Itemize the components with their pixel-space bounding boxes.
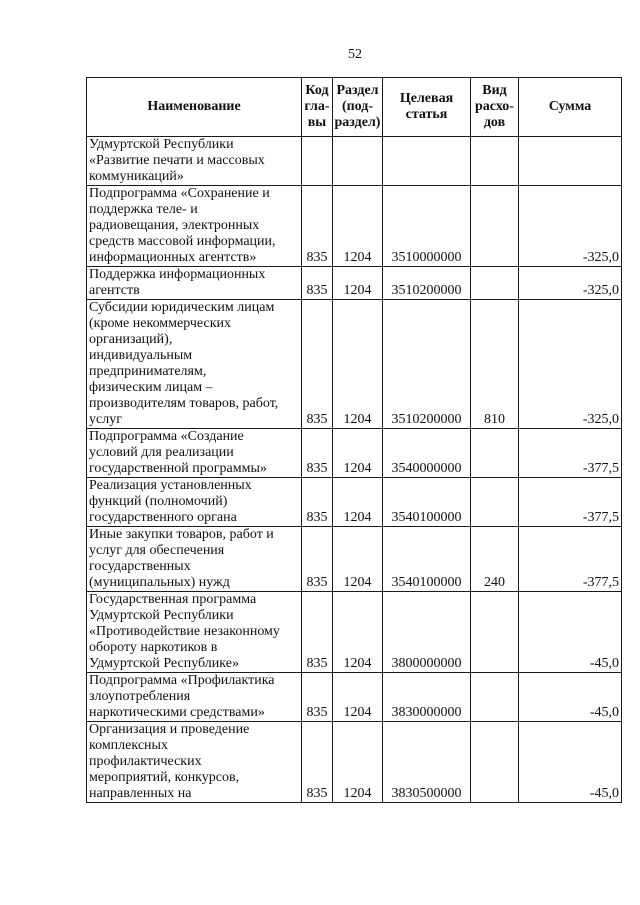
row-name-line: «Развитие печати и массовых <box>89 153 265 168</box>
row-vid <box>471 478 519 527</box>
table-row <box>87 186 622 267</box>
budget-table <box>86 77 622 803</box>
row-name-line: Субсидии юридическим лицам <box>89 300 275 315</box>
row-razdel <box>333 137 383 186</box>
row-name-line: государственного органа <box>89 510 237 525</box>
row-name-line: функций (полномочий) <box>89 494 228 509</box>
row-sum: -325,0 <box>519 300 622 429</box>
row-code: 835 <box>302 267 333 300</box>
row-name <box>87 527 302 592</box>
row-name-line: Реализация установленных <box>89 478 252 493</box>
row-name <box>87 429 302 478</box>
row-name-line: Удмуртской Республики <box>89 608 234 623</box>
row-statya: 3830000000 <box>383 673 471 722</box>
row-name-line: радиовещания, электронных <box>89 218 260 233</box>
row-name-line: Подпрограмма «Профилактика <box>89 673 275 688</box>
row-name-line: (кроме некоммерческих <box>89 316 231 331</box>
row-name <box>87 186 302 267</box>
row-code: 835 <box>302 186 333 267</box>
row-vid <box>471 137 519 186</box>
row-name-line: государственных <box>89 559 191 574</box>
row-name-line: наркотическими средствами» <box>89 705 265 720</box>
row-name <box>87 137 302 186</box>
row-sum <box>519 137 622 186</box>
row-sum: -45,0 <box>519 722 622 803</box>
table-row <box>87 300 622 429</box>
header-name: Наименование <box>87 78 302 137</box>
table-row <box>87 267 622 300</box>
row-statya <box>383 137 471 186</box>
row-vid: 810 <box>471 300 519 429</box>
row-sum: -325,0 <box>519 267 622 300</box>
row-code: 835 <box>302 592 333 673</box>
row-code: 835 <box>302 527 333 592</box>
row-name-line: организаций), <box>89 332 173 347</box>
row-razdel: 1204 <box>333 722 383 803</box>
header-sum: Сумма <box>519 78 622 137</box>
row-name <box>87 300 302 429</box>
row-name-line: государственной программы» <box>89 461 267 476</box>
row-sum: -45,0 <box>519 673 622 722</box>
row-name-line: поддержка теле- и <box>89 202 198 217</box>
row-sum: -45,0 <box>519 592 622 673</box>
row-code: 835 <box>302 673 333 722</box>
table-body <box>87 137 622 803</box>
row-name-line: коммуникаций» <box>89 169 184 184</box>
row-razdel: 1204 <box>333 527 383 592</box>
row-name <box>87 592 302 673</box>
row-razdel: 1204 <box>333 592 383 673</box>
row-sum: -377,5 <box>519 527 622 592</box>
row-name-line: Удмуртской Республике» <box>89 656 239 671</box>
row-razdel: 1204 <box>333 186 383 267</box>
row-name-line: мероприятий, конкурсов, <box>89 770 240 785</box>
row-vid: 240 <box>471 527 519 592</box>
row-name-line: предпринимателям, <box>89 364 207 379</box>
row-name-line: агентств <box>89 283 140 298</box>
row-name <box>87 478 302 527</box>
row-statya: 3510200000 <box>383 300 471 429</box>
row-name-line: услуг для обеспечения <box>89 543 225 558</box>
row-name-line: физическим лицам – <box>89 380 213 395</box>
row-name <box>87 673 302 722</box>
row-vid <box>471 592 519 673</box>
row-code: 835 <box>302 722 333 803</box>
row-name-line: комплексных <box>89 738 168 753</box>
header-statya: Целевая статья <box>383 78 471 137</box>
page-number: 52 <box>348 47 362 62</box>
row-name-line: обороту наркотиков в <box>89 640 218 655</box>
row-name-line: (муниципальных) нужд <box>89 575 230 590</box>
row-name-line: направленных на <box>89 786 192 801</box>
row-name-line: Подпрограмма «Сохранение и <box>89 186 270 201</box>
row-sum: -325,0 <box>519 186 622 267</box>
row-name-line: условий для реализации <box>89 445 234 460</box>
row-statya: 3540100000 <box>383 478 471 527</box>
header-razdel: Раздел (под- раздел) <box>333 78 383 137</box>
table-row <box>87 673 622 722</box>
row-name <box>87 722 302 803</box>
row-statya: 3510000000 <box>383 186 471 267</box>
table-row <box>87 429 622 478</box>
row-name-line: профилактических <box>89 754 202 769</box>
row-vid <box>471 722 519 803</box>
row-vid <box>471 429 519 478</box>
row-name-line: производителям товаров, работ, <box>89 396 279 411</box>
row-vid <box>471 267 519 300</box>
row-sum: -377,5 <box>519 478 622 527</box>
row-code: 835 <box>302 478 333 527</box>
row-statya: 3540000000 <box>383 429 471 478</box>
row-name-line: информационных агентств» <box>89 250 257 265</box>
row-razdel: 1204 <box>333 300 383 429</box>
row-razdel: 1204 <box>333 478 383 527</box>
row-name-line: средств массовой информации, <box>89 234 276 249</box>
table-row <box>87 592 622 673</box>
row-name-line: Государственная программа <box>89 592 257 607</box>
table-row <box>87 478 622 527</box>
row-razdel: 1204 <box>333 673 383 722</box>
row-name <box>87 267 302 300</box>
row-name-line: Удмуртской Республики <box>89 137 234 152</box>
row-name-line: Поддержка информационных <box>89 267 266 282</box>
row-razdel: 1204 <box>333 429 383 478</box>
header-code: Код гла- вы <box>302 78 333 137</box>
row-statya: 3830500000 <box>383 722 471 803</box>
table-row <box>87 527 622 592</box>
row-vid <box>471 186 519 267</box>
row-name-line: злоупотребления <box>89 689 191 704</box>
row-sum: -377,5 <box>519 429 622 478</box>
row-code <box>302 137 333 186</box>
row-razdel: 1204 <box>333 267 383 300</box>
row-name-line: «Противодействие незаконному <box>89 624 280 639</box>
row-code: 835 <box>302 429 333 478</box>
row-name-line: индивидуальным <box>89 348 193 363</box>
row-code: 835 <box>302 300 333 429</box>
row-statya: 3540100000 <box>383 527 471 592</box>
row-statya: 3800000000 <box>383 592 471 673</box>
header-vid: Вид расхо- дов <box>471 78 519 137</box>
row-name-line: услуг <box>89 412 122 427</box>
row-name-line: Иные закупки товаров, работ и <box>89 527 274 542</box>
table-row <box>87 722 622 803</box>
table-header-row <box>87 78 622 137</box>
row-name-line: Организация и проведение <box>89 722 250 737</box>
row-statya: 3510200000 <box>383 267 471 300</box>
table-row <box>87 137 622 186</box>
row-name-line: Подпрограмма «Создание <box>89 429 244 444</box>
row-vid <box>471 673 519 722</box>
